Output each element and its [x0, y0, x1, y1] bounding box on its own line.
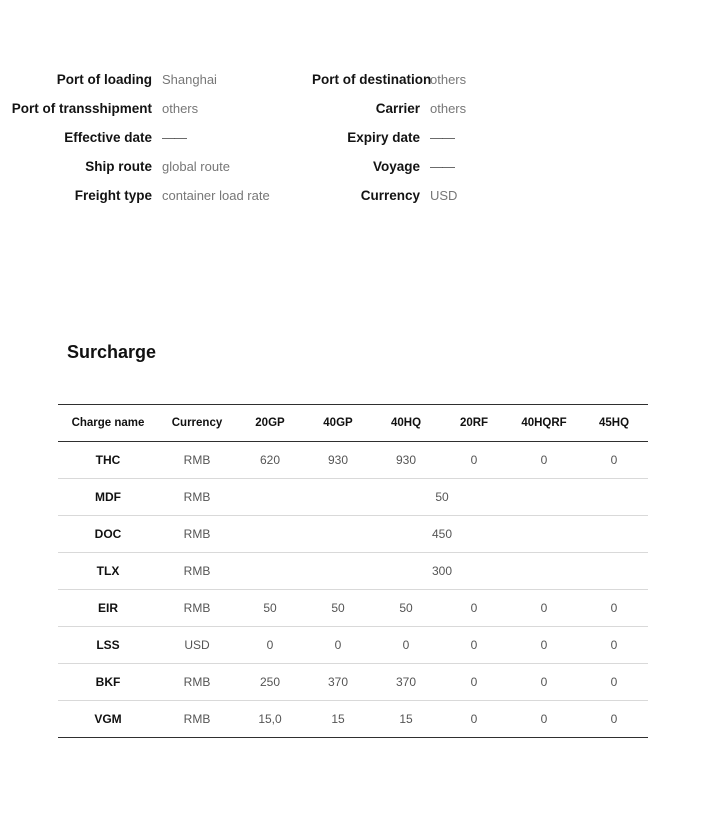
info-value: ——	[162, 130, 186, 145]
rate-cell: 0	[580, 664, 648, 701]
currency-cell: RMB	[158, 664, 236, 701]
surcharge-table-wrapper	[58, 404, 640, 738]
rate-cell: 0	[580, 701, 648, 738]
info-value: ——	[430, 130, 454, 145]
column-header: 20GP	[236, 405, 304, 442]
rate-cell: 50	[304, 590, 372, 627]
info-value: global route	[162, 159, 230, 174]
shipment-info-block	[0, 72, 702, 203]
rate-cell: 0	[304, 627, 372, 664]
rate-cell: 0	[372, 627, 440, 664]
rate-cell: 620	[236, 442, 304, 479]
charge-name-cell: DOC	[58, 516, 158, 553]
info-label: Port of loading	[56, 72, 152, 87]
rate-cell: 250	[236, 664, 304, 701]
table-row	[58, 590, 648, 627]
rate-cell: 0	[508, 627, 580, 664]
rate-cell: 50	[372, 590, 440, 627]
info-value: USD	[430, 188, 458, 203]
info-label: Port of destination	[312, 72, 432, 87]
rate-cell: 0	[508, 701, 580, 738]
rate-cell: 50	[236, 479, 648, 516]
rate-cell: 0	[580, 442, 648, 479]
info-value: Shanghai	[162, 72, 217, 87]
rate-cell: 0	[440, 664, 508, 701]
info-label: Carrier	[375, 101, 420, 116]
column-header: Charge name	[58, 405, 158, 442]
rate-cell: 0	[580, 627, 648, 664]
rate-cell: 0	[440, 590, 508, 627]
table-row	[58, 553, 648, 590]
info-label: Currency	[360, 188, 420, 203]
rate-cell: 0	[440, 701, 508, 738]
rate-cell: 0	[236, 627, 304, 664]
rate-cell: 15	[304, 701, 372, 738]
surcharge-table-head	[58, 405, 648, 442]
charge-name-cell: THC	[58, 442, 158, 479]
table-row	[58, 627, 648, 664]
table-row	[58, 664, 648, 701]
rate-cell: 300	[236, 553, 648, 590]
rate-cell: 50	[236, 590, 304, 627]
rate-cell: 15,0	[236, 701, 304, 738]
currency-cell: RMB	[158, 479, 236, 516]
info-value: others	[430, 101, 467, 116]
column-header: 20RF	[440, 405, 508, 442]
column-header: 40HQ	[372, 405, 440, 442]
rate-cell: 450	[236, 516, 648, 553]
info-label: Effective date	[64, 130, 152, 145]
currency-cell: RMB	[158, 516, 236, 553]
rate-cell: 370	[372, 664, 440, 701]
charge-name-cell: VGM	[58, 701, 158, 738]
table-row	[58, 701, 648, 738]
charge-name-cell: MDF	[58, 479, 158, 516]
info-label: Port of transshipment	[11, 101, 152, 116]
rate-cell: 15	[372, 701, 440, 738]
info-label: Ship route	[85, 159, 152, 174]
shipment-info-grid	[0, 72, 702, 203]
info-label: Freight type	[74, 188, 152, 203]
rate-cell: 0	[440, 442, 508, 479]
page-title: Surcharge	[67, 342, 157, 362]
charge-name-cell: EIR	[58, 590, 158, 627]
charge-name-cell: BKF	[58, 664, 158, 701]
currency-cell: USD	[158, 627, 236, 664]
column-header: 40GP	[304, 405, 372, 442]
charge-name-cell: TLX	[58, 553, 158, 590]
column-header: 45HQ	[580, 405, 648, 442]
info-value: others	[162, 101, 199, 116]
info-label: Voyage	[372, 159, 420, 174]
surcharge-table	[58, 404, 648, 738]
rate-cell: 930	[372, 442, 440, 479]
column-header: Currency	[158, 405, 236, 442]
currency-cell: RMB	[158, 442, 236, 479]
info-label: Expiry date	[347, 130, 420, 145]
rate-cell: 0	[440, 627, 508, 664]
currency-cell: RMB	[158, 701, 236, 738]
table-header-row	[58, 405, 648, 442]
rate-cell: 0	[508, 590, 580, 627]
rate-cell: 930	[304, 442, 372, 479]
table-row	[58, 479, 648, 516]
column-header: 40HQRF	[508, 405, 580, 442]
rate-cell: 0	[508, 664, 580, 701]
info-value: container load rate	[162, 188, 270, 203]
rate-cell: 0	[580, 590, 648, 627]
currency-cell: RMB	[158, 553, 236, 590]
charge-name-cell: LSS	[58, 627, 158, 664]
table-row	[58, 516, 648, 553]
surcharge-table-body	[58, 442, 648, 738]
info-value: others	[430, 72, 467, 87]
currency-cell: RMB	[158, 590, 236, 627]
rate-cell: 0	[508, 442, 580, 479]
table-row	[58, 442, 648, 479]
info-value: ——	[430, 159, 454, 174]
rate-cell: 370	[304, 664, 372, 701]
